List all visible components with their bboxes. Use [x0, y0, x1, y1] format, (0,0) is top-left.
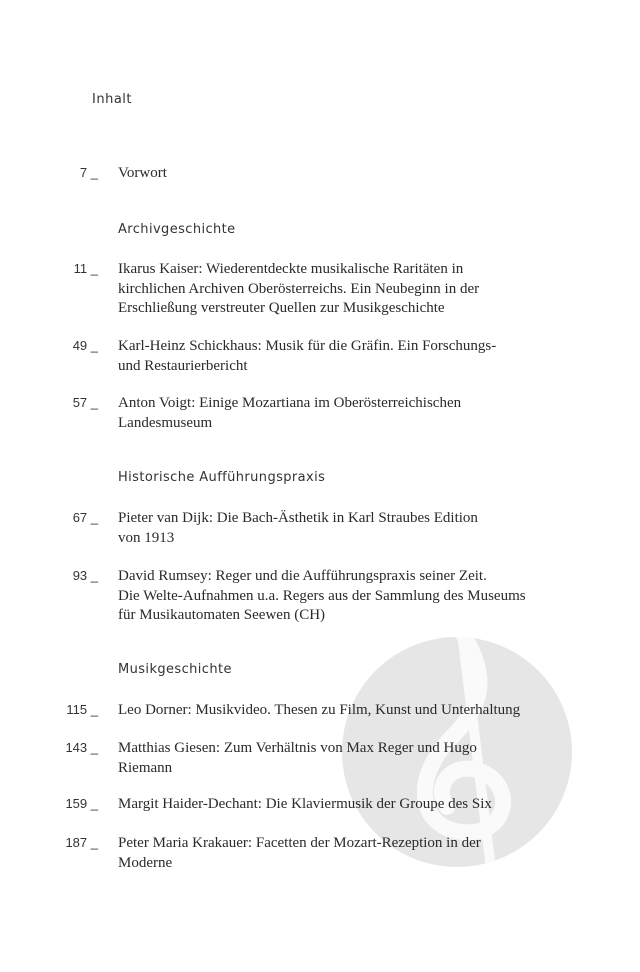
entry-title-line: Margit Haider-Dechant: Die Klaviermusik der Groupe des Six	[118, 796, 492, 812]
entry-title	[118, 739, 548, 778]
page-number: 93 _	[72, 568, 98, 583]
entry-title-line: kirchlichen Archiven Oberösterreichs. Ein Neubeginn in der	[118, 280, 480, 297]
entry-title-line: von 1913	[118, 529, 175, 546]
section-heading: Musikgeschichte	[118, 662, 232, 677]
entry-title-line: Ikarus Kaiser: Wiederentdeckte musikalische Raritäten in	[118, 261, 464, 277]
entry-title	[118, 394, 548, 433]
entry-title	[118, 795, 548, 815]
entry-title	[118, 834, 548, 873]
entry-title-line: David Rumsey: Reger und die Aufführungspraxis seiner Zeit.	[118, 568, 487, 584]
page-number: 159 _	[65, 796, 98, 811]
entry-title-line: Die Welte-Aufnahmen u.a. Regers aus der Sammlung des Museums	[118, 587, 526, 604]
page-number: 187 _	[65, 835, 98, 850]
entry-title	[118, 164, 548, 184]
section-heading: Historische Aufführungspraxis	[118, 470, 326, 485]
entry-title-line: Anton Voigt: Einige Mozartiana im Oberösterreichischen	[118, 395, 462, 411]
entry-title	[118, 567, 548, 626]
page-number: 143 _	[65, 740, 98, 755]
entry-title-line: Peter Maria Krakauer: Facetten der Mozart-Rezeption in der	[118, 835, 481, 851]
entry-title	[118, 337, 548, 376]
entry-title	[118, 260, 548, 319]
page-number: 115 _	[66, 702, 98, 717]
entry-title-line: Erschließung verstreuter Quellen zur Musikgeschichte	[118, 300, 445, 316]
page-number: 49 _	[72, 338, 98, 353]
entry-title-line: Vorwort	[118, 165, 167, 181]
entry-title-line: und Restaurierbericht	[118, 357, 248, 374]
entry-title-line: für Musikautomaten Seewen (CH)	[118, 607, 326, 623]
entry-title-line: Landesmuseum	[118, 414, 213, 431]
section-heading: Archivgeschichte	[118, 222, 236, 237]
entry-title-line: Matthias Giesen: Zum Verhältnis von Max Reger und Hugo	[118, 740, 477, 756]
page-number: 11 _	[73, 261, 98, 276]
entry-title-line: Leo Dorner: Musikvideo. Thesen zu Film, Kunst und Unterhaltung	[118, 702, 521, 718]
page-number: 67 _	[72, 510, 98, 525]
entry-title-line: Pieter van Dijk: Die Bach-Ästhetik in Karl Straubes Edition	[118, 510, 478, 526]
page-number: 57 _	[72, 395, 98, 410]
entry-title	[118, 701, 548, 721]
toc-title: Inhalt	[92, 92, 132, 107]
entry-title	[118, 509, 548, 548]
entry-title-line: Riemann	[118, 759, 173, 776]
entry-title-line: Karl-Heinz Schickhaus: Musik für die Gräfin. Ein Forschungs-	[118, 338, 497, 354]
page-number: 7 _	[79, 165, 98, 180]
entry-title-line: Moderne	[118, 854, 173, 871]
